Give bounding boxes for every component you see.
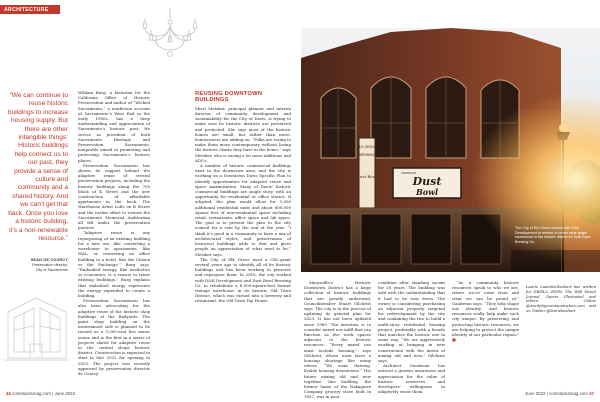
paragraph: Sheri Metzker, principal planner and interim director of community development and sustainability for the City of Davis, is trying to make sure its historic districts are preserved and protected. She says most of the historic homes are small, but rather than move, homeowners are adding on. “Folks are trying to make them more contemporary without losing the historic charm they have in the home,” says Metzker, who is seeing a lot more additions and ADUs. <box>195 105 291 163</box>
paragraph: William Burg, a historian for the California Office of Historic Preservation and author of “Wicked Sacramento,” a nonfiction account of Sacramento’s West End in the early 1900s, has a deep understanding and appreciation of Sacramento’s historic past. He serves as president of both Sacramento Heritage and Preservation Sacramento, nonprofits aimed at promoting and protecting Sacramento’s historic places. <box>78 90 150 163</box>
article-column-3 <box>304 280 371 400</box>
subhead-line: REUSING DOWNTOWN <box>195 91 263 97</box>
pull-quote: “We can continue to reuse historic buildings to increase housing supply. But there are other intangible things: Historic buildings help connect us to our past, they provide a sense of culture and community and a shared history. And we can’t get that back. Once you lose a historic building, it’s a non-renewable resource.” <box>7 92 68 242</box>
paragraph: Architect Gaudreau has noticed a greater awareness and appreciation for the value of historic resources and developers’ willingness to adaptively reuse them. <box>378 363 445 395</box>
folio-right <box>525 391 594 396</box>
article-column-5 <box>452 280 519 342</box>
paragraph: Preservation Sacramento has shown its support behind the adaptive reuse of several preservation projects, including the historic buildings along the 700 block of K Street and the new construction of affordable apartments in the back. The Warehouse Artist Lofts on R Street and the earlier effort to restore the Sacramento Memorial Auditorium all fell under the preservation purview. <box>78 162 150 231</box>
paragraph: condition after standing vacant for 20 years. The building was sold with the understanding that it had to be torn down. The owner is considering purchasing an adjacent property targeted for redevelopment by the city and combining the two to build a multi-story residential housing project, preferably with a facade that matches the historic one in some way. “We are aggressively working at bringing in new construction with the intent of mixing old and new,” Gilchrist says. <box>378 280 445 364</box>
attribution-title-2: City of Sacramento <box>35 267 68 272</box>
folio-left <box>6 391 75 396</box>
attribution-title-1: Preservation director, <box>32 262 68 267</box>
author-bio: Laurie Lauletta-Boshart has written for DWELL, ESPN, The Wall Street Journal, Sports Illustrated and others. Online @wordplaycommunication.com and on Twitter @lauriebashart. <box>526 285 596 313</box>
photo-caption: The City of Elk Grove worked with D&K Development to restore a former wine grape warehouse in the historic district for Dust Bowl Brewing Co. <box>515 226 591 244</box>
end-mark: ■ <box>452 337 456 343</box>
quote-attribution <box>6 258 68 272</box>
article-column-6 <box>526 280 596 314</box>
paragraph <box>452 280 519 342</box>
article-column-4 <box>378 280 445 394</box>
chandelier-illustration <box>135 8 205 62</box>
attribution-name: SEAN DE COURCY <box>30 258 68 262</box>
paragraph: A number of historic commercial buildings exist in the downtown area, and the city is working on a Downtown Davis Specific Plan to identify opportunities for adaptive reuse and space maximization. Many of Davis’ historic commercial buildings are single story, with an opportunity for residential or office stories. If adopted, the plan would allow for 1,000 additional residential units and about 600,000 square feet of non-residential space including retail, restaurants, office space and lab space. The goal is to present the plan to the city council for a vote by the end of the year. “I think it’s good in a community to have a mix of architectural styles, and preservation of historical buildings adds to that and gives people an appreciation of what used to be,” Metzker says. <box>195 163 291 257</box>
page-number: 46 <box>6 391 11 396</box>
section-subhead <box>195 91 291 104</box>
article-column-2 <box>195 91 291 304</box>
subhead-line: BUILDINGS <box>195 97 229 104</box>
page-number: 47 <box>589 391 594 396</box>
section-tag: ARCHITECTURE <box>0 5 60 14</box>
right-page <box>300 0 600 402</box>
paragraph: Preservation Sacramento has also been advocating for the adaptive reuse of the historic shop buildings at the Railyards. The paint shop building on the easternmost side is planned to be reused as a 5,000-seat live music venue and is the first in a series of projects slated for adaptive reuse in the central shops historic district. Construction is expected to start in late 2022 for opening in 2023. The project was recently approved by preservation director de Courcy. <box>78 298 150 376</box>
folio-text: June 2022 | comstocksmag.com <box>524 391 588 396</box>
paragraph: “Adaptive reuse is any repurposing of an existing building for a new use, like converting a warehouse to apartments, like WAL, or converting an office building to a hotel, like the Citizen or the Exchange,” Burg says. “Embodied energy, like aesthetics or economics, is a reason to reuse existing buildings.” Burg explains that embodied energy represents the energy expended to create a building. <box>78 230 150 298</box>
building-sketch-illustration <box>4 282 70 362</box>
paragraph: Marysville’s Historic Downtown District has a large collection of historic buildings that are greatly underused, Councilmember Stuart Gilchrist says. The city is in the process of updating its general plan for 2023. It has not been updated since 1985. The intention is to consider mixed use infill that can function as live work spaces adjacent to the historic resources. “Every mixed use must include housing,” says Gilchrist, whose town faces a housing shortage like many others. “We want thriving, livable housing downtowns.” The future mixing old and new together. One building, the former home of the Nakagawa Company grocery store built in 1857, was in poor <box>304 280 371 400</box>
paragraph: The City of Elk Grove used a CEL-grant several years ago to identify all of its historic buildings and has been working to preserve and repurpose them. In 2016, the city worked with D&K Development and Dust Bowl Brewing Co. to rehabilitate a 6,000-square-foot former vintage warehouse in its historic Old Town District, which was turned into a brewery and restaurant, the Old Town Tap House. <box>195 256 291 304</box>
article-column-1 <box>78 90 150 376</box>
paragraph-text: “As a community historic resources speak to who we are, where we’ve come from and what we can be proud of,” Gaudreau says. “They help shape our identity. And historic resources really help make each city unique. By preserving and protecting historic resources, we are helping to protect the unique identity of our particular region.” <box>452 280 519 338</box>
folio-text: comstocksmag.com | June 2022 <box>12 391 76 396</box>
